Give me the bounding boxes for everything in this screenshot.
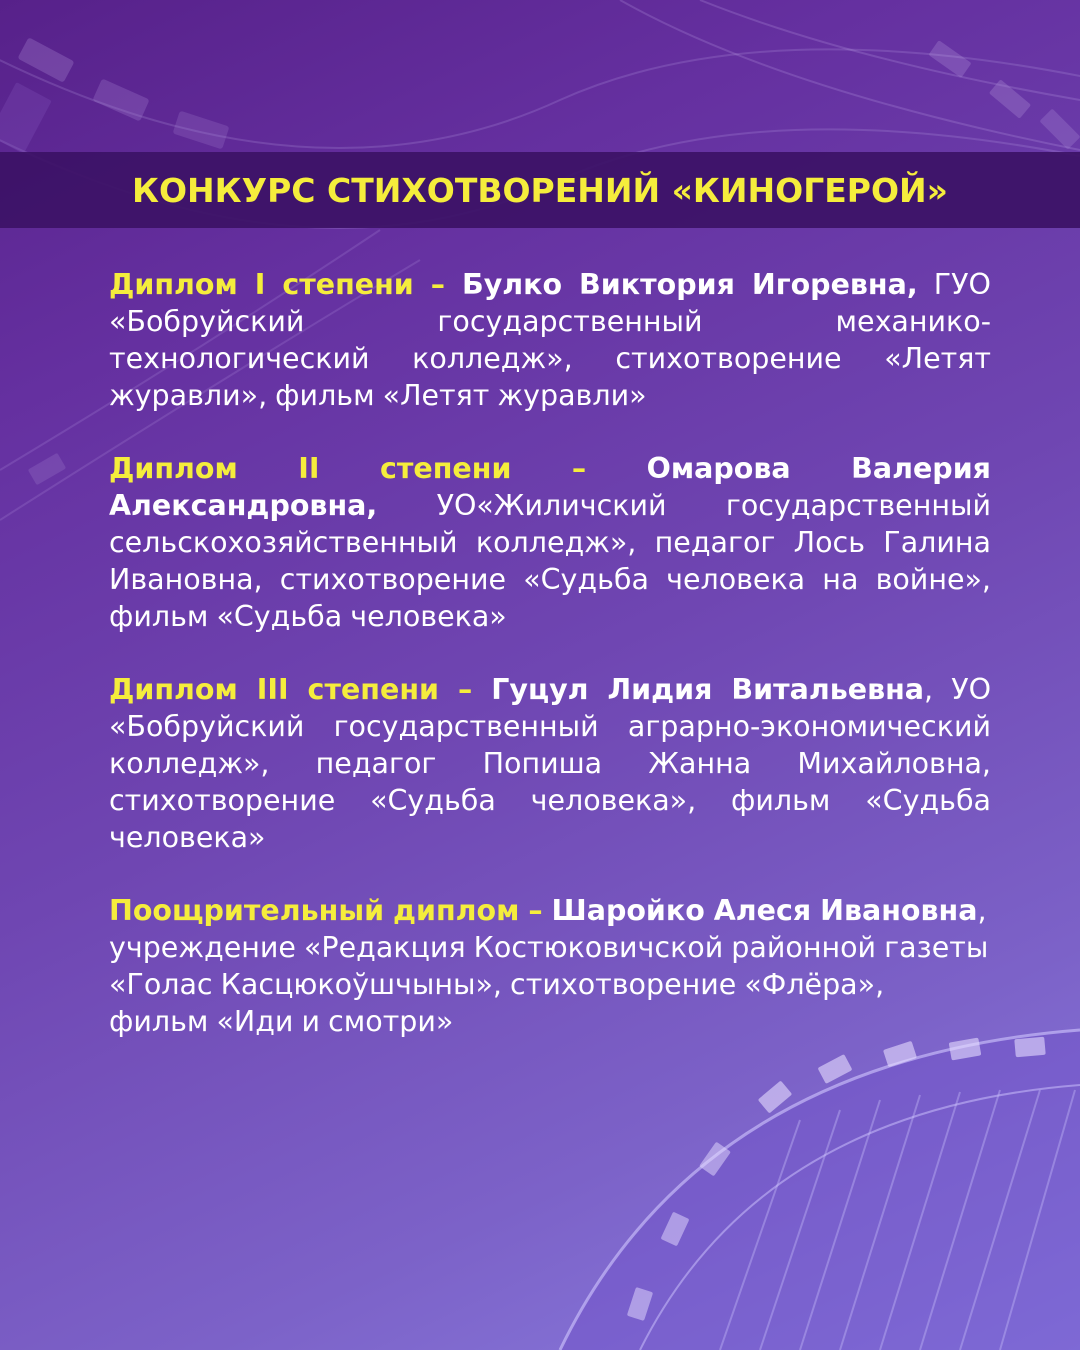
award-details: , учреждение «Редакция Костюковичской районной газеты «Голас Касцюкоўшчыны», стихотворение «Флёра», фильм «Иди и смотри» [109, 894, 989, 1038]
award-label: Диплом I степени – [109, 268, 462, 301]
film-reel-bottom-right-icon [560, 1030, 1080, 1350]
winner-name: Омарова Валерия Александровна, [109, 452, 991, 522]
award-label: Диплом II степени – [109, 452, 647, 485]
award-details: , УО «Бобруйский государственный аграрно-экономический колледж», педагог Попиша Жанна Михайловна, стихотворение «Судьба человека», фильм «Судьба человека» [109, 673, 992, 854]
title-band [0, 152, 1080, 228]
award-details: ГУО «Бобруйский государственный механико-технологический колледж», стихотворение «Летят журавли», фильм «Летят журавли» [109, 268, 991, 412]
award-details: УО«Жиличский государственный сельскохозяйственный колледж», педагог Лось Галина Ивановна, стихотворение «Судьба человека на войне», фильм «Судьба человека» [109, 489, 991, 633]
award-entry-encouragement [109, 892, 991, 1040]
winner-name: Гуцул Лидия Витальевна [491, 673, 925, 706]
award-entry-second-degree [109, 450, 991, 635]
winner-name: Шаройко Алеся Ивановна [551, 894, 978, 927]
film-strip-top-right-icon [620, 0, 1080, 150]
award-entry-first-degree [109, 266, 991, 414]
page-title: КОНКУРС СТИХОТВОРЕНИЙ «КИНОГЕРОЙ» [132, 170, 948, 210]
winner-name: Булко Виктория Игоревна, [461, 268, 918, 301]
award-label: Поощрительный диплом – [109, 894, 552, 927]
award-entry-third-degree [109, 671, 991, 856]
award-label: Диплом III степени – [109, 673, 492, 706]
award-list [109, 266, 991, 1076]
